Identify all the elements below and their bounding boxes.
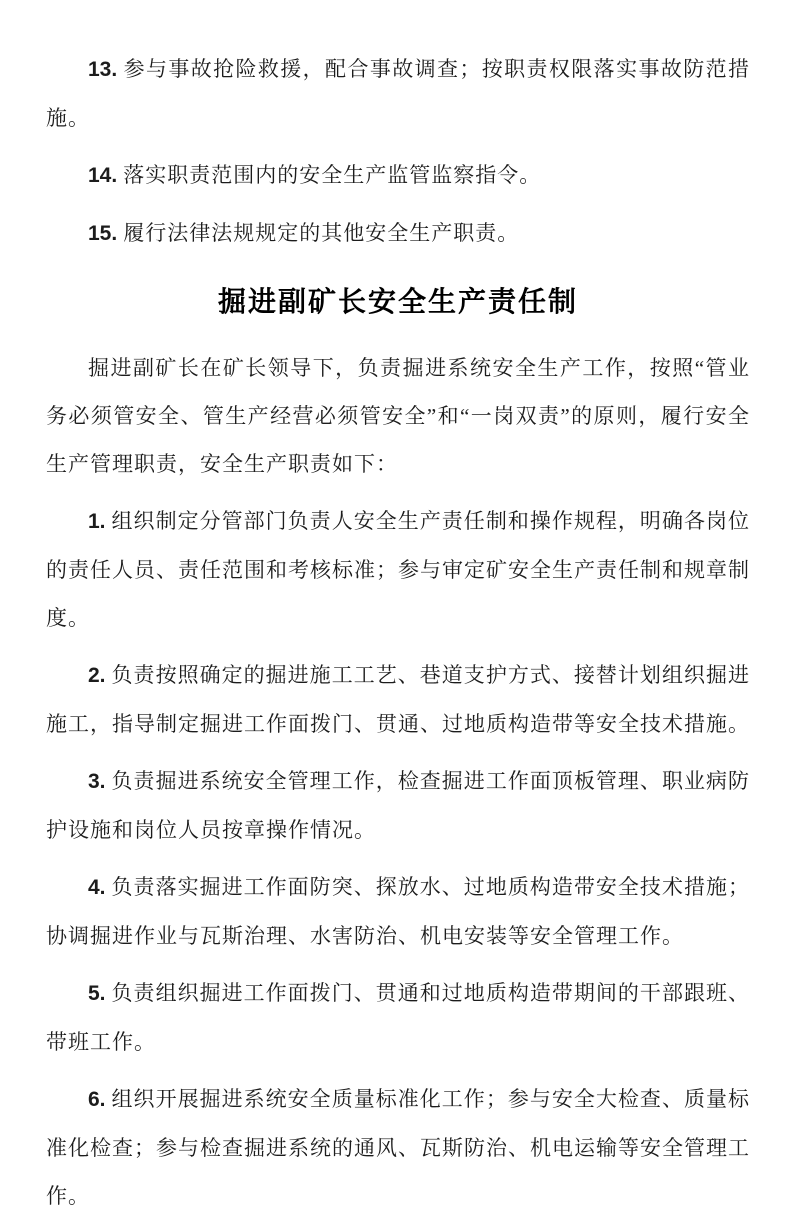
document-body: [46, 45, 750, 1220]
list-item-1: [46, 497, 750, 642]
item-text: 组织开展掘进系统安全质量标准化工作；参与安全大检查、质量标准化检查；参与检查掘进系统的通风、瓦斯防治、机电运输等安全管理工作。: [46, 1087, 750, 1208]
list-item-13: [46, 45, 750, 142]
item-text: 履行法律法规规定的其他安全生产职责。: [123, 221, 520, 245]
list-item-5: [46, 969, 750, 1066]
item-number: 14.: [88, 164, 118, 187]
item-number: 1.: [88, 510, 106, 533]
item-text: 负责落实掘进工作面防突、探放水、过地质构造带安全技术措施；协调掘进作业与瓦斯治理、水害防治、机电安装等安全管理工作。: [46, 875, 750, 948]
section-heading: 掘进副矿长安全生产责任制: [217, 286, 578, 317]
list-item-15: [46, 209, 750, 258]
item-number: 15.: [88, 222, 118, 245]
item-number: 4.: [88, 876, 106, 899]
list-item-4: [46, 863, 750, 960]
item-text: 落实职责范围内的安全生产监管监察指令。: [123, 163, 542, 187]
item-number: 3.: [88, 770, 106, 793]
list-item-14: [46, 151, 750, 200]
item-number: 6.: [88, 1088, 106, 1111]
item-number: 2.: [88, 664, 106, 687]
item-text: 负责掘进系统安全管理工作，检查掘进工作面顶板管理、职业病防护设施和岗位人员按章操作情况。: [46, 769, 750, 842]
list-item-2: [46, 651, 750, 748]
item-text: 负责组织掘进工作面拨门、贯通和过地质构造带期间的干部跟班、带班工作。: [46, 981, 750, 1054]
item-text: 参与事故抢险救援，配合事故调查；按职责权限落实事故防范措施。: [46, 57, 750, 130]
item-number: 5.: [88, 982, 106, 1005]
list-item-3: [46, 757, 750, 854]
item-text: 组织制定分管部门负责人安全生产责任制和操作规程，明确各岗位的责任人员、责任范围和考核标准；参与审定矿安全生产责任制和规章制度。: [46, 509, 750, 630]
item-number: 13.: [88, 58, 118, 81]
list-item-6: [46, 1075, 750, 1220]
item-text: 负责按照确定的掘进施工工艺、巷道支护方式、接替计划组织掘进施工，指导制定掘进工作面拨门、贯通、过地质构造带等安全技术措施。: [46, 663, 750, 736]
intro-paragraph: 掘进副矿长在矿长领导下，负责掘进系统安全生产工作，按照“管业务必须管安全、管生产经营必须管安全”和“一岗双责”的原则，履行安全生产管理职责，安全生产职责如下：: [46, 356, 750, 476]
